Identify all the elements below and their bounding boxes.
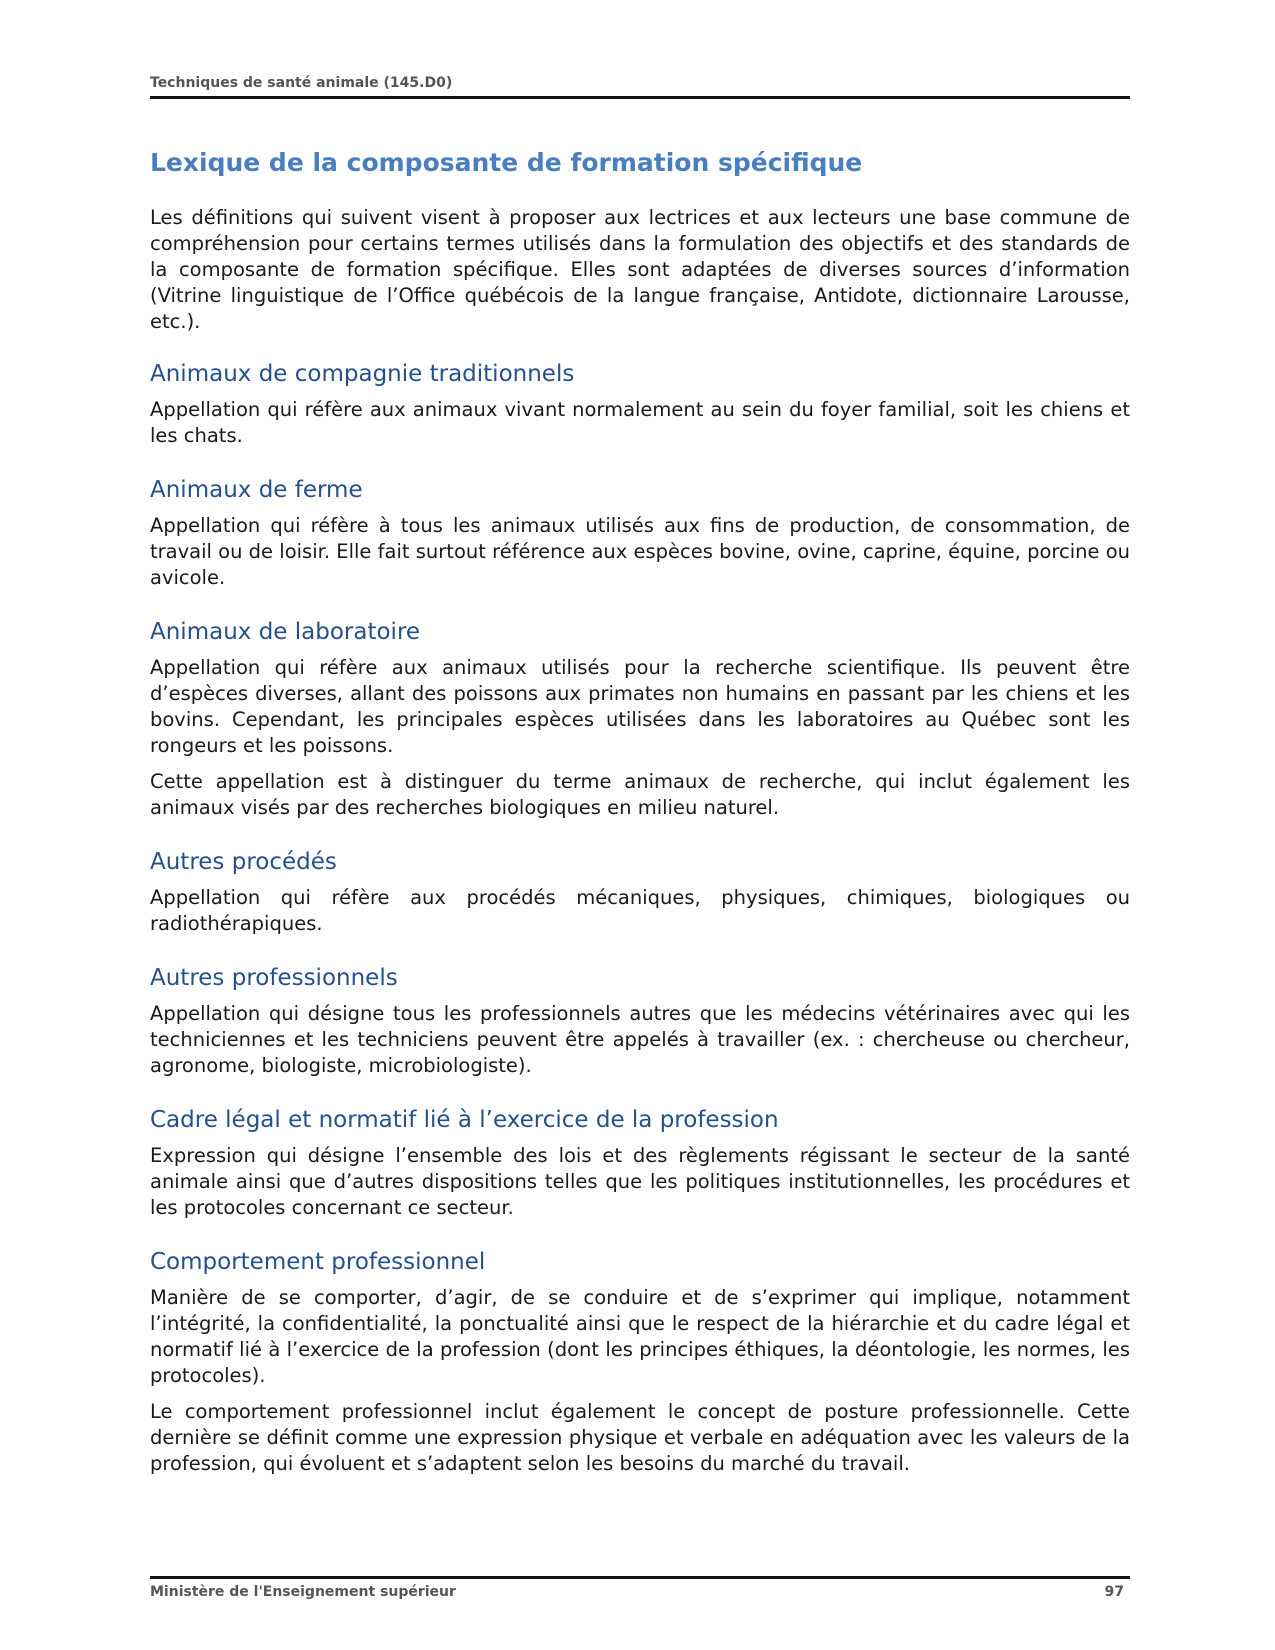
term-heading: Animaux de laboratoire — [150, 619, 421, 645]
glossary-entry — [150, 847, 1130, 937]
page-footer — [150, 1576, 1130, 1600]
term-definition: Le comportement professionnel inclut également le concept de posture professionnelle. Cette dernière se définit comme une expression physique et verbale en adéquation avec les valeurs de la profession, qui évoluent et s’adaptent selon les besoins du marché du travail. — [150, 1400, 1130, 1475]
term-definition: Appellation qui désigne tous les professionnels autres que les médecins vétérinaires avec qui les techniciennes et les techniciens peuvent être appelés à travailler (ex. : chercheuse ou chercheur, agronome, biologiste, microbiologiste). — [150, 1002, 1130, 1077]
term-definition: Appellation qui réfère aux animaux utilisés pour la recherche scientifique. Ils peuvent être d’espèces diverses, allant des poissons aux primates non humains en passant par les chiens et les bovins. Cependant, les principales espèces utilisées dans les laboratoires au Québec sont les rongeurs et les poissons. — [150, 656, 1130, 757]
footer-ministry: Ministère de l'Enseignement supérieur — [150, 1584, 456, 1600]
header-title: Techniques de santé animale (145.D0) — [150, 75, 453, 91]
page-number: 97 — [1104, 1584, 1124, 1600]
glossary-entry — [150, 359, 1130, 449]
term-definition: Cette appellation est à distinguer du terme animaux de recherche, qui inclut également les animaux visés par des recherches biologiques en milieu naturel. — [150, 770, 1130, 819]
term-heading: Cadre légal et normatif lié à l’exercice de la profession — [150, 1107, 779, 1133]
page-title: Lexique de la composante de formation spécifique — [150, 148, 863, 177]
term-definition: Appellation qui réfère à tous les animaux utilisés aux fins de production, de consommation, de travail ou de loisir. Elle fait surtout référence aux espèces bovine, ovine, caprine, équine, porcine ou avicole. — [150, 514, 1130, 589]
glossary-entry — [150, 963, 1130, 1079]
glossary-entry — [150, 617, 1130, 821]
term-heading: Comportement professionnel — [150, 1249, 486, 1275]
glossary-entry — [150, 475, 1130, 591]
intro-paragraph: Les définitions qui suivent visent à proposer aux lectrices et aux lecteurs une base commune de compréhension pour certains termes utilisés dans la formulation des objectifs et des standards de la composante de formation spécifique. Elles sont adaptées de diverses sources d’information (Vitrine linguistique de l’Office québécois de la langue française, Antidote, dictionnaire Larousse, etc.). — [150, 206, 1130, 333]
term-definition: Manière de se comporter, d’agir, de se conduire et de s’exprimer qui implique, notamment l’intégrité, la confidentialité, la ponctualité ainsi que le respect de la hiérarchie et du cadre légal et normatif lié à l’exercice de la profession (dont les principes éthiques, la déontologie, les normes, les protocoles). — [150, 1286, 1130, 1387]
term-heading: Animaux de ferme — [150, 477, 363, 503]
term-definition: Expression qui désigne l’ensemble des lois et des règlements régissant le secteur de la santé animale ainsi que d’autres dispositions telles que les politiques institutionnelles, les procédures et les protocoles concernant ce secteur. — [150, 1144, 1130, 1219]
glossary-entry — [150, 1247, 1130, 1477]
term-heading: Autres procédés — [150, 849, 337, 875]
page-header — [150, 72, 1130, 99]
term-definition: Appellation qui réfère aux procédés mécaniques, physiques, chimiques, biologiques ou radiothérapiques. — [150, 886, 1130, 935]
term-heading: Autres professionnels — [150, 965, 398, 991]
term-heading: Animaux de compagnie traditionnels — [150, 361, 575, 387]
term-definition: Appellation qui réfère aux animaux vivant normalement au sein du foyer familial, soit les chiens et les chats. — [150, 398, 1130, 447]
main-content — [150, 147, 1130, 1503]
glossary-entry — [150, 1105, 1130, 1221]
